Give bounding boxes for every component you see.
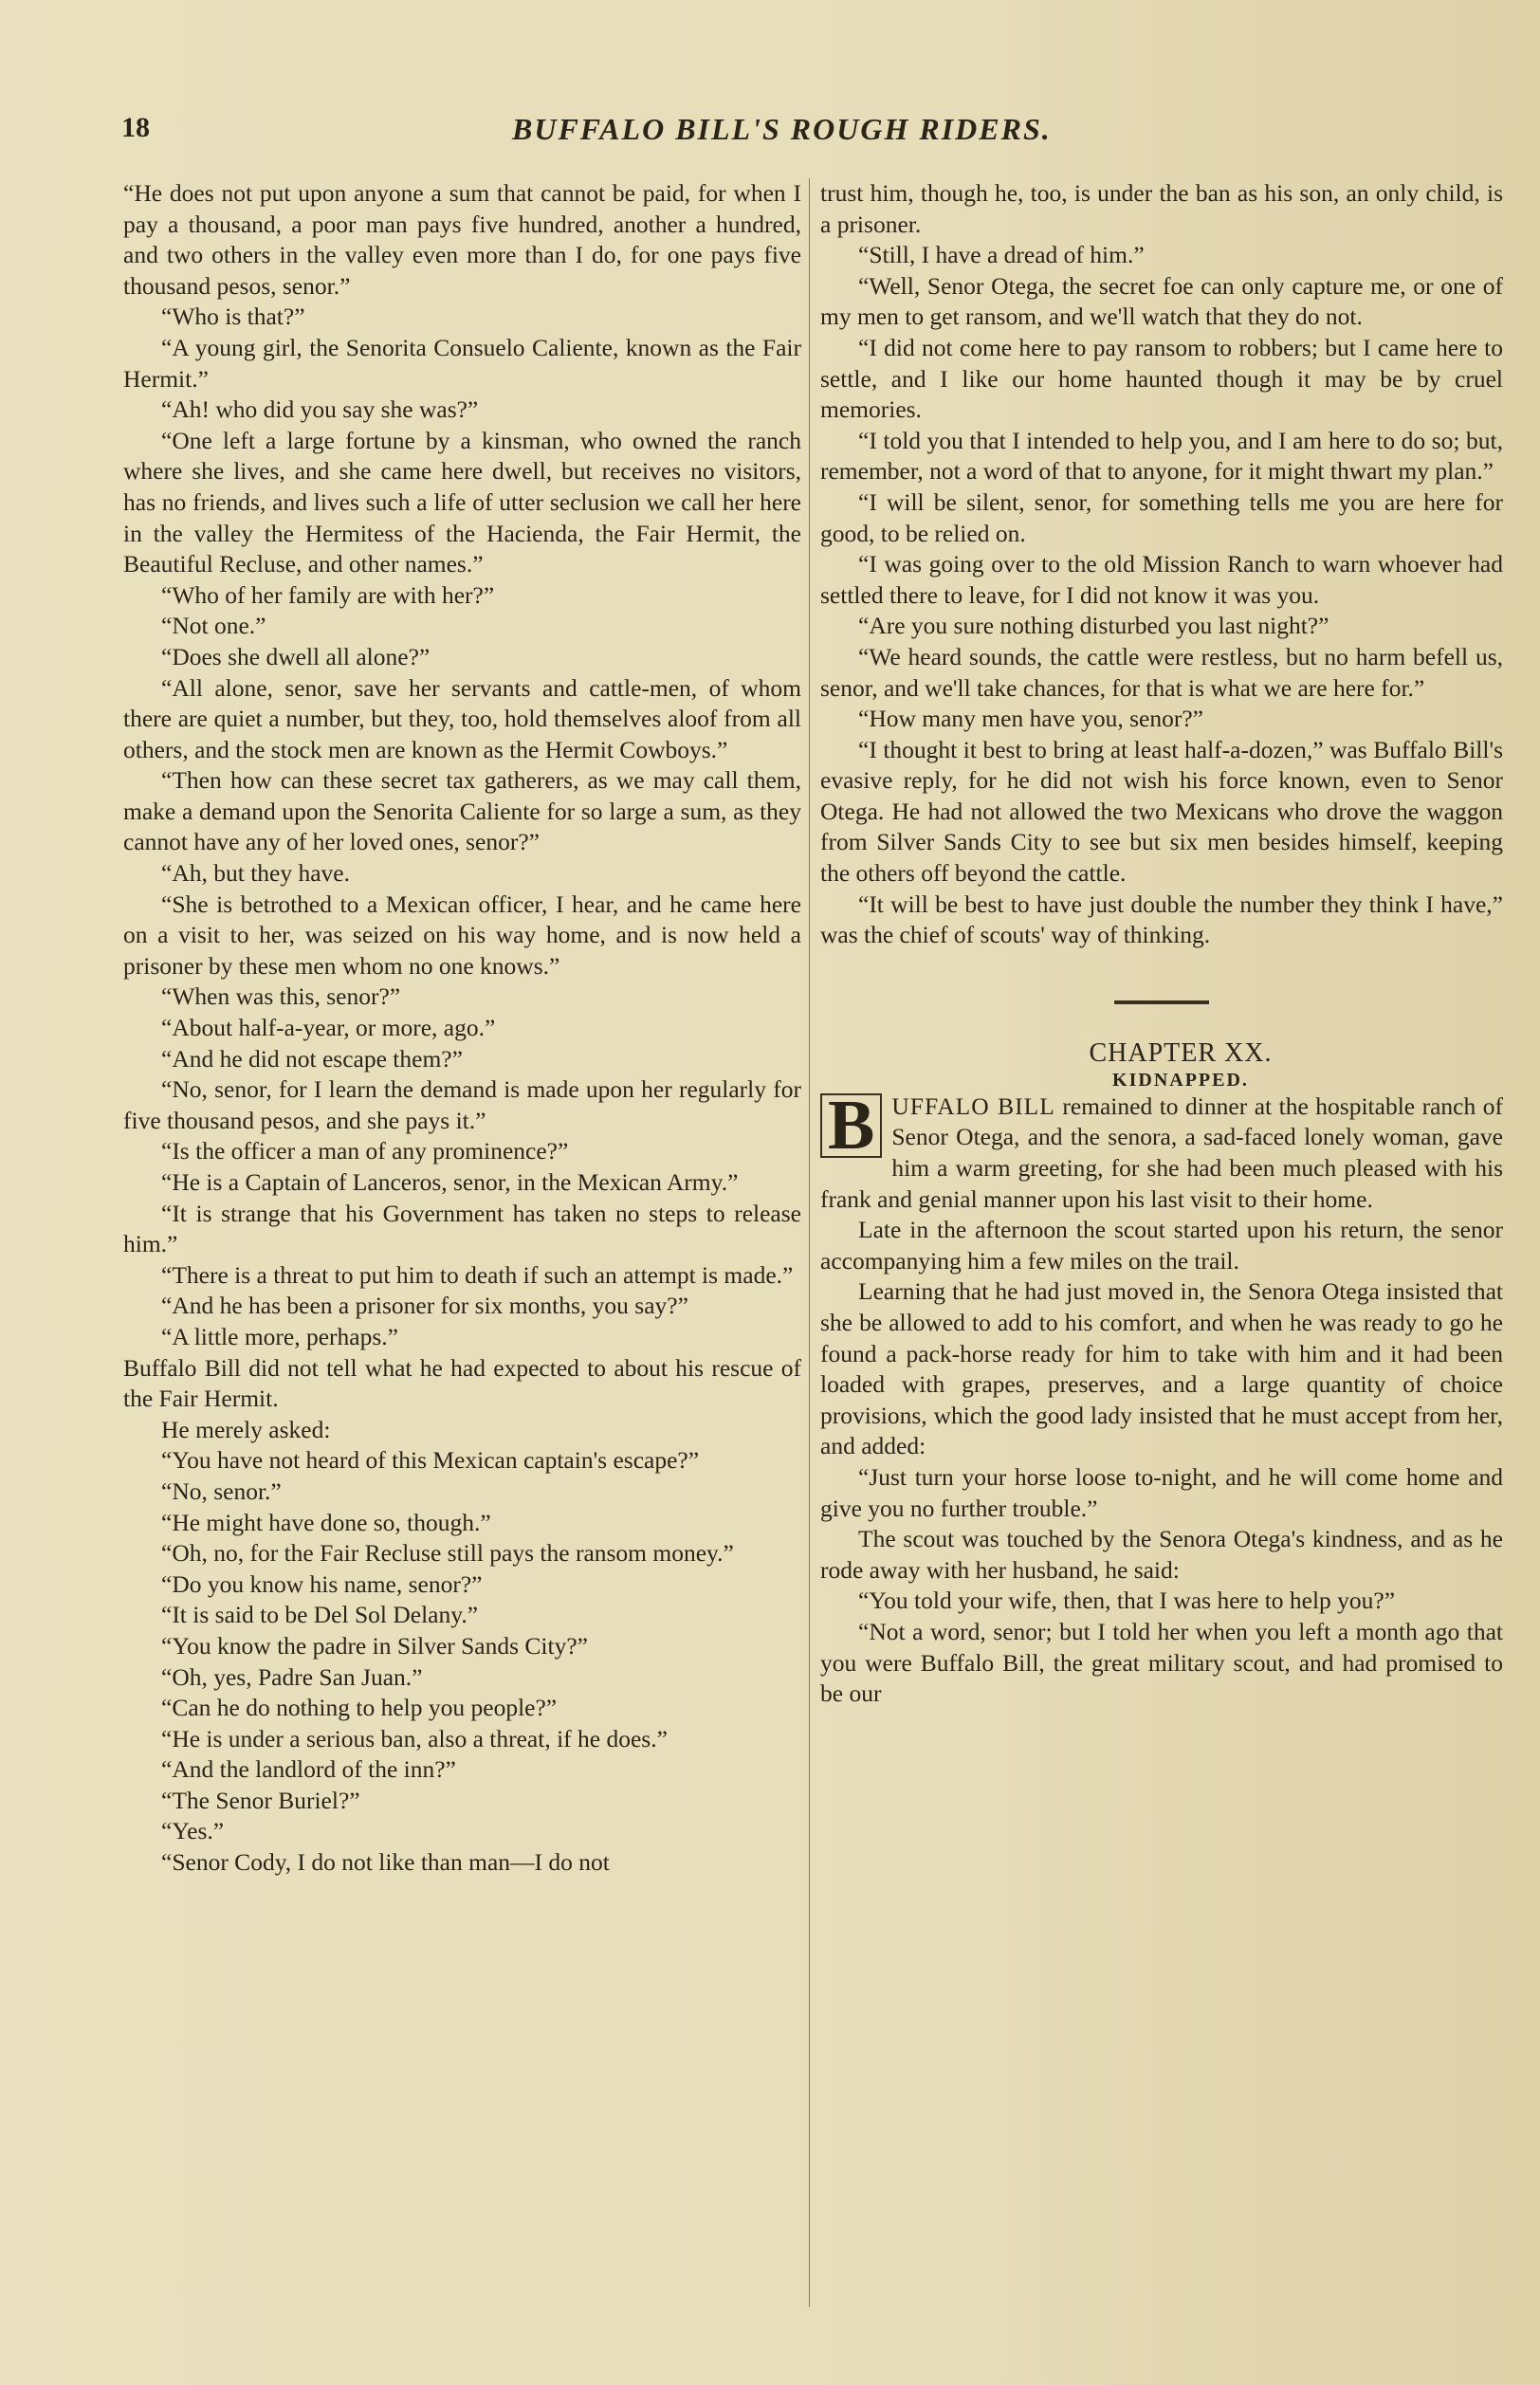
paragraph: “You have not heard of this Mexican captain's escape?” <box>161 1446 700 1475</box>
paragraph: “Does she dwell all alone?” <box>161 642 431 670</box>
chapter-title: KIDNAPPED. <box>1112 1069 1249 1091</box>
chapter-number: CHAPTER XX. <box>1089 1037 1273 1068</box>
drop-cap-letter: B <box>820 1093 882 1158</box>
paragraph: “And he did not escape them?” <box>161 1044 463 1073</box>
paragraph: Learning that he had just moved in, the Senora Otega insisted that she be allowed to add to his comfort, and when he was ready to go he found a pack-horse ready for him to take with him and it had been loaded with grapes, preserves, and a large quantity of choice provisions, which the good lady insisted that he must accept from her, and added: <box>820 1277 1503 1460</box>
paragraph: “We heard sounds, the cattle were restless, but no harm befell us, senor, and we'll take chances, for that is what we are here for.” <box>820 642 1503 702</box>
paragraph: “Oh, yes, Padre San Juan.” <box>161 1662 423 1691</box>
paragraph: “Is the officer a man of any prominence?” <box>161 1137 569 1165</box>
paragraph: “It will be best to have just double the number they think I have,” was the chief of scouts' way of thinking. <box>820 890 1503 949</box>
paragraph: “No, senor, for I learn the demand is made upon her regularly for five thousand pesos, and she pays it.” <box>123 1075 801 1134</box>
paragraph: “I thought it best to bring at least half-a-dozen,” was Buffalo Bill's evasive reply, for he did not wish his force known, even to Senor Otega. He had not allowed the two Mexicans who drove the waggon from Silver Sands City to see but six men besides himself, keeping the others off beyond the cattle. <box>820 735 1503 888</box>
paragraph: “Senor Cody, I do not like than man—I do not <box>161 1848 610 1877</box>
paragraph: He merely asked: <box>161 1415 331 1443</box>
paragraph: “Well, Senor Otega, the secret foe can only capture me, or one of my men to get ransom, and we'll watch that they do not. <box>820 271 1503 331</box>
paragraph: “No, senor.” <box>161 1477 282 1505</box>
paragraph: “Yes.” <box>161 1817 225 1845</box>
paragraph: “He might have done so, though.” <box>161 1508 491 1536</box>
paragraph: The scout was touched by the Senora Otega's kindness, and as he rode away with her husband, he said: <box>820 1525 1503 1584</box>
paragraph: “Still, I have a dread of him.” <box>858 241 1145 269</box>
paragraph: “He is a Captain of Lanceros, senor, in the Mexican Army.” <box>161 1168 739 1196</box>
paragraph: “And he has been a prisoner for six months, you say?” <box>161 1292 688 1320</box>
paragraph: “You told your wife, then, that I was here to help you?” <box>858 1587 1396 1615</box>
paragraph: “Oh, no, for the Fair Recluse still pays the ransom money.” <box>161 1539 734 1568</box>
paragraph: “You know the padre in Silver Sands City?” <box>161 1631 588 1660</box>
column-divider <box>809 178 810 2307</box>
paragraph: “And the landlord of the inn?” <box>161 1755 456 1784</box>
paragraph: “A young girl, the Senorita Consuelo Caliente, known as the Fair Hermit.” <box>123 333 801 393</box>
running-title: BUFFALO BILL'S ROUGH RIDERS. <box>512 112 1052 146</box>
paragraph: “It is strange that his Government has taken no steps to release him.” <box>123 1199 801 1258</box>
paragraph: “When was this, senor?” <box>161 982 401 1011</box>
paragraph: “Just turn your horse loose to-night, and he will come home and give you no further trouble.” <box>820 1462 1503 1522</box>
paragraph: trust him, though he, too, is under the ban as his son, an only child, is a prisoner. <box>820 179 1503 238</box>
paragraph: “Who of her family are with her?” <box>161 580 495 609</box>
paragraph: “I was going over to the old Mission Ranch to warn whoever had settled there to leave, for I did not know it was you. <box>820 550 1503 609</box>
page-number: 18 <box>121 112 150 143</box>
paragraph: “Are you sure nothing disturbed you last night?” <box>858 612 1329 640</box>
paragraph: “Not one.” <box>161 612 266 640</box>
paragraph: “Ah, but they have. <box>161 859 350 888</box>
right-column <box>820 178 1503 1710</box>
paragraph: “About half-a-year, or more, ago.” <box>161 1014 496 1042</box>
opening-text: remained to dinner at the hospitable ranch of Senor Otega, and the senora, a sad-faced lonely woman, gave him a warm greeting, for she had been much pleased with his frank and genial manner upon his last visit to their home. <box>820 1092 1503 1213</box>
paragraph: “One left a large fortune by a kinsman, who owned the ranch where she lives, and she came here dwell, but receives no visitors, has no friends, and lives such a life of utter seclusion we call her here in the valley the Hermitess of the Hacienda, the Fair Hermit, the Beautiful Recluse, and other names.” <box>123 426 801 578</box>
paragraph: “He is under a serious ban, also a threat, if he does.” <box>161 1724 668 1752</box>
paragraph: “A little more, perhaps.” <box>161 1322 398 1350</box>
paragraph: “I will be silent, senor, for something tells me you are here for good, to be relied on. <box>820 487 1503 547</box>
paragraph: “All alone, senor, save her servants and cattle-men, of whom there are quiet a number, but they, too, hold themselves aloof from all others, and the stock men are known as the Hermit Cowboys.” <box>123 673 801 763</box>
opening-smallcaps: UFFALO BILL <box>891 1092 1055 1120</box>
paragraph: “Then how can these secret tax gatherers, as we may call them, make a demand upon the Senorita Caliente for so large a sum, as they cannot have any of her loved ones, senor?” <box>123 766 801 856</box>
paragraph: “Not a word, senor; but I told her when you left a month ago that you were Buffalo Bill, the great military scout, and had promised to be our <box>820 1617 1503 1708</box>
paragraph: “Can he do nothing to help you people?” <box>161 1694 558 1722</box>
paragraph: Late in the afternoon the scout started upon his return, the senor accompanying him a few miles on the trail. <box>820 1216 1503 1275</box>
paragraph: “It is said to be Del Sol Delany.” <box>161 1601 479 1629</box>
paragraph: “He does not put upon anyone a sum that cannot be paid, for when I pay a thousand, a poor man pays five hundred, another a hundred, and two others in the valley even more than I do, for one pays five thousand pesos, senor.” <box>123 179 801 300</box>
paragraph: “Ah! who did you say she was?” <box>161 395 479 424</box>
paragraph: “I did not come here to pay ransom to robbers; but I came here to settle, and I like our home haunted though it may be by cruel memories. <box>820 333 1503 424</box>
paragraph: Buffalo Bill did not tell what he had expected to about his rescue of the Fair Hermit. <box>123 1353 801 1413</box>
paragraph: “There is a threat to put him to death if such an attempt is made.” <box>161 1260 794 1289</box>
paragraph: “How many men have you, senor?” <box>858 705 1203 733</box>
chapter-opening-paragraph <box>820 1086 1503 1215</box>
paragraph: “I told you that I intended to help you, and I am here to do so; but, remember, not a word of that to anyone, for it might thwart my plan.” <box>820 426 1503 486</box>
paragraph: “Who is that?” <box>161 303 305 331</box>
paragraph: “The Senor Buriel?” <box>161 1786 360 1814</box>
paragraph: “She is betrothed to a Mexican officer, I hear, and he came here on a visit to her, was seized on his way home, and is now held a prisoner by these men whom no one knows.” <box>123 890 801 980</box>
paragraph: “Do you know his name, senor?” <box>161 1569 483 1598</box>
page-header <box>121 112 1506 150</box>
section-rule <box>1114 1000 1209 1004</box>
left-column <box>123 178 801 1879</box>
